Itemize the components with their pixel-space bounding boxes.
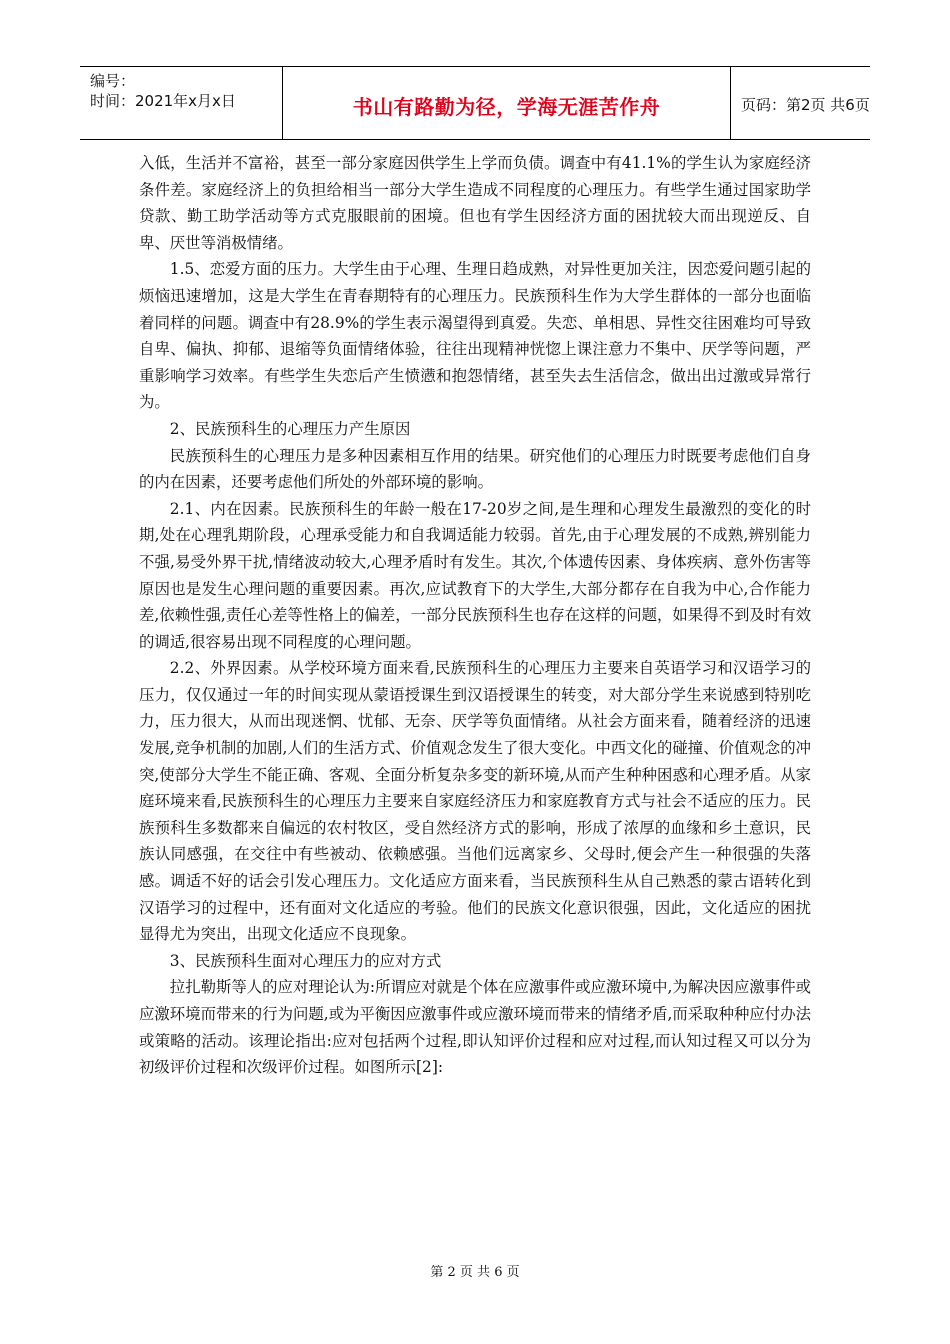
paragraph: 民族预科生的心理压力是多种因素相互作用的结果。研究他们的心理压力时既要考虑他们自身的内在因素，还要考虑他们所处的外部环境的影响。 bbox=[139, 446, 811, 492]
paragraph: 拉扎勒斯等人的应对理论认为:所谓应对就是个体在应激事件或应激环境中,为解决因应激事件或应激环境而带来的行为问题,或为平衡因应激事件或应激环境而带来的情绪矛盾,而采取种种应付办法或策略的活动。该理论指出:应对包括两个过程,即认知评价过程和应对过程,而认知过程又可以分为初级评价过程和次级评价过程。如图所示[2]: bbox=[139, 978, 811, 1077]
paragraph: 2.2、外界因素。从学校环境方面来看,民族预科生的心理压力主要来自英语学习和汉语学习的压力，仅仅通过一年的时间实现从蒙语授课生到汉语授课生的转变，对大部分学生来说感到特别吃力，压力很大，从而出现迷惘、忧郁、无奈、厌学等负面情绪。从社会方面来看，随着经济的迅速发展,竞争机制的加剧,人们的生活方式、价值观念发生了很大变化。中西文化的碰撞、价值观念的冲突,使部分大学生不能正确、客观、全面分析复杂多变的新环境,从而产生种种困惑和心理矛盾。从家庭环境来看,民族预科生的心理压力主要来自家庭经济压力和家庭教育方式与社会不适应的压力。民族预科生多数都来自偏远的农村牧区，受自然经济方式的影响，形成了浓厚的血缘和乡土意识，民族认同感强，在交往中有些被动、依赖感强。当他们远离家乡、父母时,便会产生一种很强的失落感。调适不好的话会引发心理压力。文化适应方面来看，当民族预科生从自己熟悉的蒙古语转化到汉语学习的过程中，还有面对文化适应的考验。他们的民族文化意识很强，因此，文化适应的困扰显得尤为突出，出现文化适应不良现象。 bbox=[139, 659, 811, 944]
header-page-code: 页码：第2页 共6页 bbox=[741, 96, 870, 114]
header-motto-cell bbox=[283, 67, 731, 139]
paragraph: 入低，生活并不富裕，甚至一部分家庭因供学生上学而负债。调查中有41.1%的学生认为家庭经济条件差。家庭经济上的负担给相当一部分大学生造成不同程度的心理压力。有些学生通过国家助学贷款、勤工助学活动等方式克服眼前的困境。但也有学生因经济方面的困扰较大而出现逆反、自卑、厌世等消极情绪。 bbox=[139, 154, 811, 252]
header-motto: 书山有路勤为径，学海无涯苦作舟 bbox=[352, 95, 661, 119]
paragraph: 2.1、内在因素。民族预科生的年龄一般在17-20岁之间,是生理和心理发生最激烈的变化的时期,处在心理乳期阶段，心理承受能力和自我调适能力较弱。首先,由于心理发展的不成熟,辨别能力不强,易受外界干扰,情绪波动较大,心理矛盾时有发生。其次,个体遗传因素、身体疾病、意外伤害等原因也是发生心理问题的重要因素。再次,应试教育下的大学生,大部分都存在自我为中心,合作能力差,依赖性强,责任心差等性格上的偏差，一部分民族预科生也存在这样的问题，如果得不到及时有效的调适,很容易出现不同程度的心理问题。 bbox=[139, 499, 811, 651]
section-heading: 2、民族预科生的心理压力产生原因 bbox=[169, 419, 411, 438]
section-heading: 3、民族预科生面对心理压力的应对方式 bbox=[169, 951, 442, 970]
header-meta-cell bbox=[80, 67, 283, 139]
paragraph: 1.5、恋爱方面的压力。大学生由于心理、生理日趋成熟，对异性更加关注，因恋爱问题引起的烦恼迅速增加，这是大学生在青春期特有的心理压力。民族预科生作为大学生群体的一部分也面临着同样的问题。调查中有28.9%的学生表示渴望得到真爱。失恋、单相思、异性交往困难均可导致自卑、偏执、抑郁、退缩等负面情绪体验，往往出现精神恍惚上课注意力不集中、厌学等问题，严重影响学习效率。有些学生失恋后产生愤懑和抱怨情绪，甚至失去生活信念，做出出过激或异常行为。 bbox=[139, 260, 811, 412]
page-header bbox=[80, 66, 870, 140]
document-time-label: 时间：2021年x月x日 bbox=[90, 92, 236, 110]
document-number-label: 编号： bbox=[90, 72, 136, 90]
page-footer: 第 2 页 共 6 页 bbox=[430, 1265, 520, 1280]
header-page-cell bbox=[731, 67, 870, 139]
document-body bbox=[139, 150, 811, 1081]
